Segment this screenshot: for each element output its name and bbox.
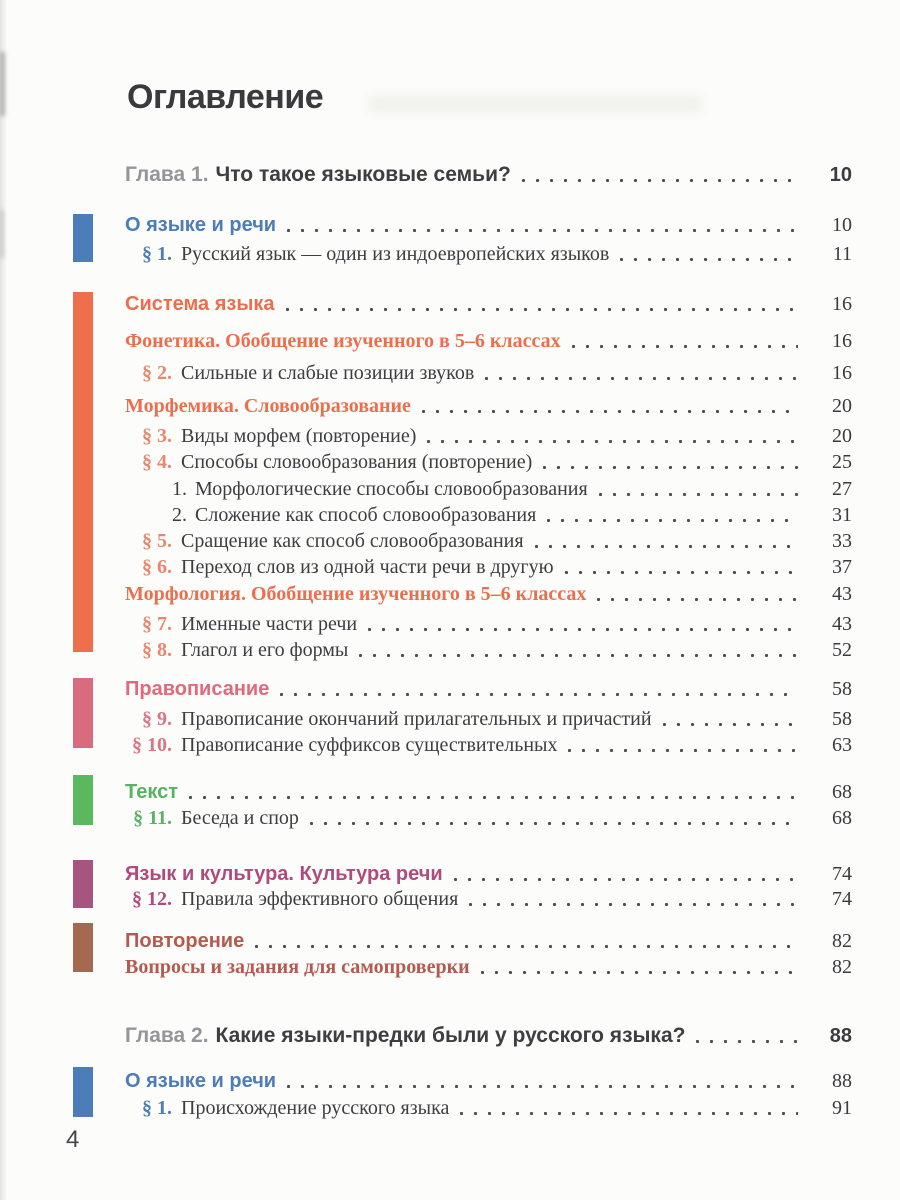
- entry-page: 68: [832, 781, 852, 803]
- entry-label: Система языка: [125, 293, 275, 315]
- entry-label: Повторение: [125, 930, 245, 952]
- entry-label: Переход слов из одной части речи в другую: [181, 556, 554, 578]
- dot-leader: [598, 492, 798, 497]
- toc-row-paragraph: [125, 450, 852, 474]
- dot-leader: [426, 439, 798, 444]
- dot-leader: [468, 902, 798, 907]
- section-color-bar-green: [73, 775, 93, 825]
- entry-page: 68: [832, 807, 852, 829]
- paragraph-number: § 10.: [132, 734, 172, 756]
- entry-label: Беседа и спор: [181, 807, 299, 829]
- paragraph-number: § 1.: [142, 1097, 172, 1119]
- section-color-bar-plum: [73, 860, 93, 908]
- section-color-bar-blue: [73, 214, 93, 262]
- paragraph-number: § 8.: [142, 639, 172, 661]
- dot-leader: [564, 570, 798, 575]
- entry-label: Вопросы и задания для самопроверки: [125, 956, 470, 978]
- dot-leader: [279, 692, 798, 697]
- dot-leader: [542, 465, 798, 470]
- entry-page: 10: [829, 164, 852, 186]
- toc-row-paragraph: [125, 529, 852, 553]
- subitem-number: 2.: [172, 504, 187, 526]
- toc-row-paragraph: [125, 612, 852, 636]
- entry-page: 88: [829, 1025, 852, 1047]
- toc-row-paragraph: [125, 887, 852, 911]
- entry-page: 82: [832, 956, 852, 978]
- section-color-bar-brown: [73, 923, 93, 972]
- entry-page: 16: [832, 293, 852, 315]
- entry-page: 74: [832, 888, 852, 910]
- dot-leader: [459, 1111, 798, 1116]
- entry-label: Правописание окончаний прилагательных и причастий: [181, 708, 652, 730]
- toc-row-subhead: [125, 394, 852, 418]
- toc-row-paragraph: [125, 733, 852, 757]
- entry-label: О языке и речи: [125, 214, 277, 236]
- toc-row-subitem: [125, 503, 852, 527]
- entry-page: 37: [832, 556, 852, 578]
- chapter-prefix: Глава 2.: [125, 1024, 209, 1047]
- dot-leader: [453, 877, 798, 882]
- section-color-bar-orange: [73, 292, 93, 652]
- toc-row-subhead: [125, 582, 852, 606]
- dot-leader: [521, 178, 798, 183]
- paragraph-number: § 9.: [142, 708, 172, 730]
- dot-leader: [567, 748, 798, 753]
- toc-row-paragraph: [125, 806, 852, 830]
- entry-page: 10: [832, 214, 852, 236]
- toc-row-paragraph: [125, 555, 852, 579]
- toc-row-subitem: [125, 477, 852, 501]
- dot-leader: [358, 653, 798, 658]
- scan-edge-artifact: [0, 0, 7, 1200]
- dot-leader: [662, 722, 798, 727]
- toc-row-paragraph: [125, 1096, 852, 1120]
- dot-leader: [421, 409, 798, 414]
- entry-page: 58: [832, 708, 852, 730]
- entry-page: 43: [832, 613, 852, 635]
- paragraph-number: § 7.: [142, 613, 172, 635]
- toc-row-section: [125, 213, 852, 237]
- paragraph-number: § 12.: [132, 888, 172, 910]
- entry-page: 74: [832, 863, 852, 885]
- entry-page: 20: [832, 395, 852, 417]
- scan-artifact: [0, 210, 4, 258]
- entry-label: Морфология. Обобщение изученного в 5–6 классах: [125, 583, 587, 605]
- dot-leader: [188, 795, 798, 800]
- dot-leader: [309, 821, 798, 826]
- toc-row-paragraph: [125, 638, 852, 662]
- toc-row-subhead: [125, 955, 852, 979]
- entry-page: 11: [832, 243, 852, 265]
- toc-row-paragraph: [125, 361, 852, 385]
- dot-leader: [546, 518, 798, 523]
- toc-row-paragraph: [125, 707, 852, 731]
- entry-label: Глагол и его формы: [181, 639, 349, 661]
- dot-leader: [695, 1039, 798, 1044]
- paragraph-number: § 11.: [133, 807, 172, 829]
- entry-page: 82: [832, 930, 852, 952]
- entry-page: 27: [832, 478, 852, 500]
- paragraph-number: § 1.: [142, 243, 172, 265]
- entry-page: 16: [832, 362, 852, 384]
- entry-label: Происхождение русского языка: [181, 1097, 450, 1119]
- scan-artifact: [0, 52, 5, 116]
- dot-leader: [534, 544, 798, 549]
- entry-label: Что такое языковые семьи?: [215, 163, 511, 186]
- entry-label: Способы словообразования (повторение): [181, 451, 533, 473]
- toc-row-paragraph: [125, 242, 852, 266]
- entry-label: Сращение как способ словообразования: [181, 530, 524, 552]
- entry-label: Сложение как способ словообразования: [195, 504, 537, 526]
- entry-page: 52: [832, 639, 852, 661]
- entry-label: Именные части речи: [181, 613, 358, 635]
- page-title: Оглавление: [127, 78, 324, 116]
- entry-page: 91: [832, 1097, 852, 1119]
- entry-page: 58: [832, 678, 852, 700]
- entry-label: Сильные и слабые позиции звуков: [181, 362, 475, 384]
- dot-leader: [254, 944, 798, 949]
- toc-row-section: [125, 780, 852, 804]
- entry-label: Какие языки-предки были у русского языка?: [215, 1024, 686, 1047]
- entry-page: 88: [832, 1070, 852, 1092]
- entry-page: 20: [832, 425, 852, 447]
- dot-leader: [367, 627, 798, 632]
- entry-label: Правописание суффиксов существительных: [181, 734, 558, 756]
- paragraph-number: § 3.: [142, 425, 172, 447]
- dot-leader: [480, 970, 798, 975]
- entry-label: Виды морфем (повторение): [181, 425, 417, 447]
- entry-label: Русский язык — один из индоевропейских языков: [181, 243, 610, 265]
- show-through-artifact: [368, 96, 703, 112]
- entry-page: 25: [832, 451, 852, 473]
- entry-label: Морфологические способы словообразования: [195, 478, 588, 500]
- entry-label: Правила эффективного общения: [181, 888, 459, 910]
- toc-row-section: [125, 862, 852, 886]
- entry-page: 16: [832, 330, 852, 352]
- dot-leader: [619, 257, 798, 262]
- entry-page: 31: [832, 504, 852, 526]
- toc-row-paragraph: [125, 424, 852, 448]
- toc-row-section: [125, 292, 852, 316]
- toc-row-chapter: [125, 162, 852, 187]
- entry-page: 63: [832, 734, 852, 756]
- page-number: 4: [66, 1126, 80, 1153]
- toc-row-section: [125, 677, 852, 701]
- dot-leader: [596, 597, 798, 602]
- paragraph-number: § 4.: [142, 451, 172, 473]
- paragraph-number: § 6.: [142, 556, 172, 578]
- dot-leader: [571, 344, 798, 349]
- entry-page: 33: [832, 530, 852, 552]
- entry-label: Фонетика. Обобщение изученного в 5–6 классах: [125, 330, 561, 352]
- entry-label: Текст: [125, 781, 179, 803]
- dot-leader: [286, 1084, 798, 1089]
- dot-leader: [286, 228, 798, 233]
- toc-row-section: [125, 929, 852, 953]
- toc-row-section: [125, 1069, 852, 1093]
- chapter-prefix: Глава 1.: [125, 163, 209, 186]
- paragraph-number: § 2.: [142, 362, 172, 384]
- paragraph-number: § 5.: [142, 530, 172, 552]
- section-color-bar-blue: [73, 1067, 93, 1117]
- entry-page: 43: [832, 583, 852, 605]
- entry-label: О языке и речи: [125, 1070, 277, 1092]
- dot-leader: [484, 376, 798, 381]
- entry-label: Правописание: [125, 678, 270, 700]
- section-color-bar-pink: [73, 678, 93, 748]
- entry-label: Морфемика. Словообразование: [125, 395, 411, 417]
- entry-label: Язык и культура. Культура речи: [125, 863, 443, 885]
- toc-row-subhead: [125, 329, 852, 353]
- dot-leader: [285, 307, 798, 312]
- toc-row-chapter: [125, 1023, 852, 1048]
- subitem-number: 1.: [172, 478, 187, 500]
